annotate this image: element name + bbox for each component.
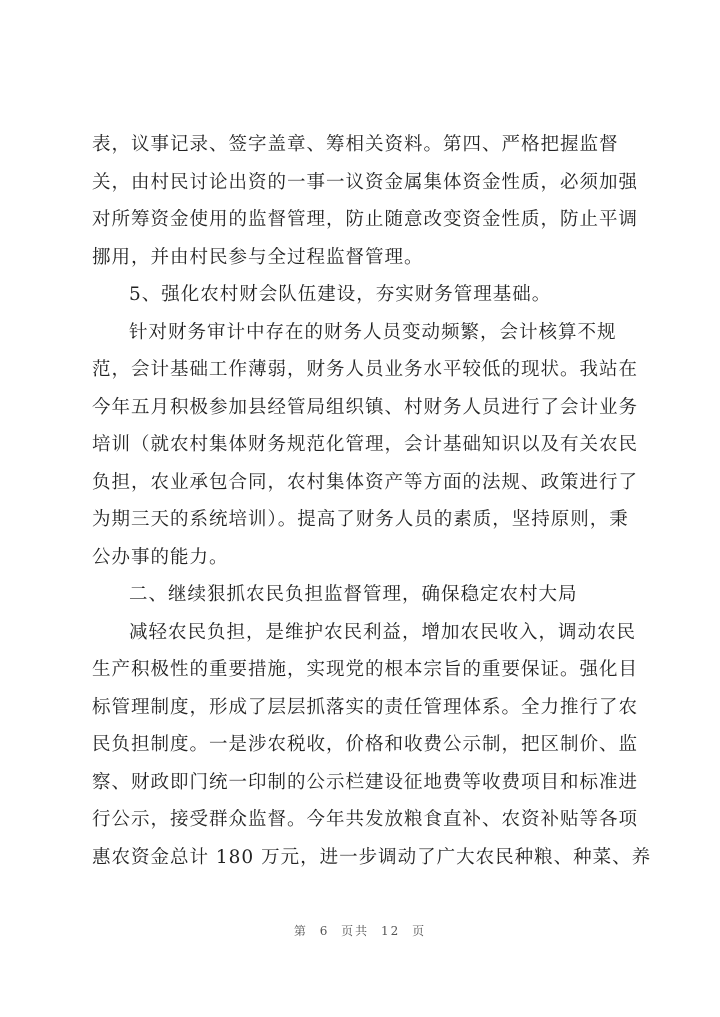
text-line: 负担，农业承包合同，农村集体资产等方面的法规、政策进行了	[92, 471, 639, 493]
text-line: 察、财政即门统一印制的公示栏建设征地费等收费项目和标准进	[92, 771, 639, 793]
text-line: 民负担制度。一是涉农税收，价格和收费公示制，把区制价、监	[92, 734, 639, 755]
body-text	[92, 126, 652, 876]
text-line: 生产积极性的重要措施，实现党的根本宗旨的重要保证。强化目	[92, 659, 639, 680]
footer-total-pages: 12	[381, 924, 401, 938]
text-line: 针对财务审计中存在的财务人员变动频繁，会计核算不规	[129, 321, 617, 343]
text-line: 挪用，并由村民参与全过程监督管理。	[92, 246, 424, 268]
text-line: 表，议事记录、签字盖章、筹相关资料。第四、严格把握监督	[92, 134, 619, 155]
text-line: 公办事的能力。	[92, 546, 229, 568]
text-line: 范，会计基础工作薄弱，财务人员业务水平较低的现状。我站在	[92, 359, 639, 380]
footer-middle: 页共	[341, 924, 370, 938]
text-line: 对所筹资金使用的监督管理，防止随意改变资金性质，防止平调	[92, 209, 639, 230]
text-line: 减轻农民负担，是维护农民利益，增加农民收入，调动农民	[129, 621, 637, 643]
footer-current-page: 6	[319, 924, 330, 938]
text-line: 今年五月积极参加县经管局组织镇、村财务人员进行了会计业务	[92, 396, 639, 418]
text-line: 关，由村民讨论出资的一事一议资金属集体资金性质，必须加强	[92, 171, 639, 193]
text-line: 培训（就农村集体财务规范化管理，会计基础知识以及有关农民	[92, 434, 639, 455]
page-footer	[0, 922, 720, 939]
text-line: 行公示，接受群众监督。今年共发放粮食直补、农资补贴等各项	[92, 809, 639, 830]
text-line: 为期三天的系统培训）。提高了财务人员的素质，坚持原则，秉	[92, 509, 629, 530]
footer-prefix: 第	[293, 924, 308, 938]
text-line: 5、强化农村财会队伍建设，夯实财务管理基础。	[129, 284, 552, 305]
text-line: 惠农资金总计 180 万元，进一步调动了广大农民种粮、种菜、养	[92, 846, 652, 868]
text-line: 二、继续狠抓农民负担监督管理，确保稳定农村大局	[129, 584, 578, 605]
text-line: 标管理制度，形成了层层抓落实的责任管理体系。全力推行了农	[92, 696, 639, 718]
footer-suffix: 页	[412, 924, 427, 938]
